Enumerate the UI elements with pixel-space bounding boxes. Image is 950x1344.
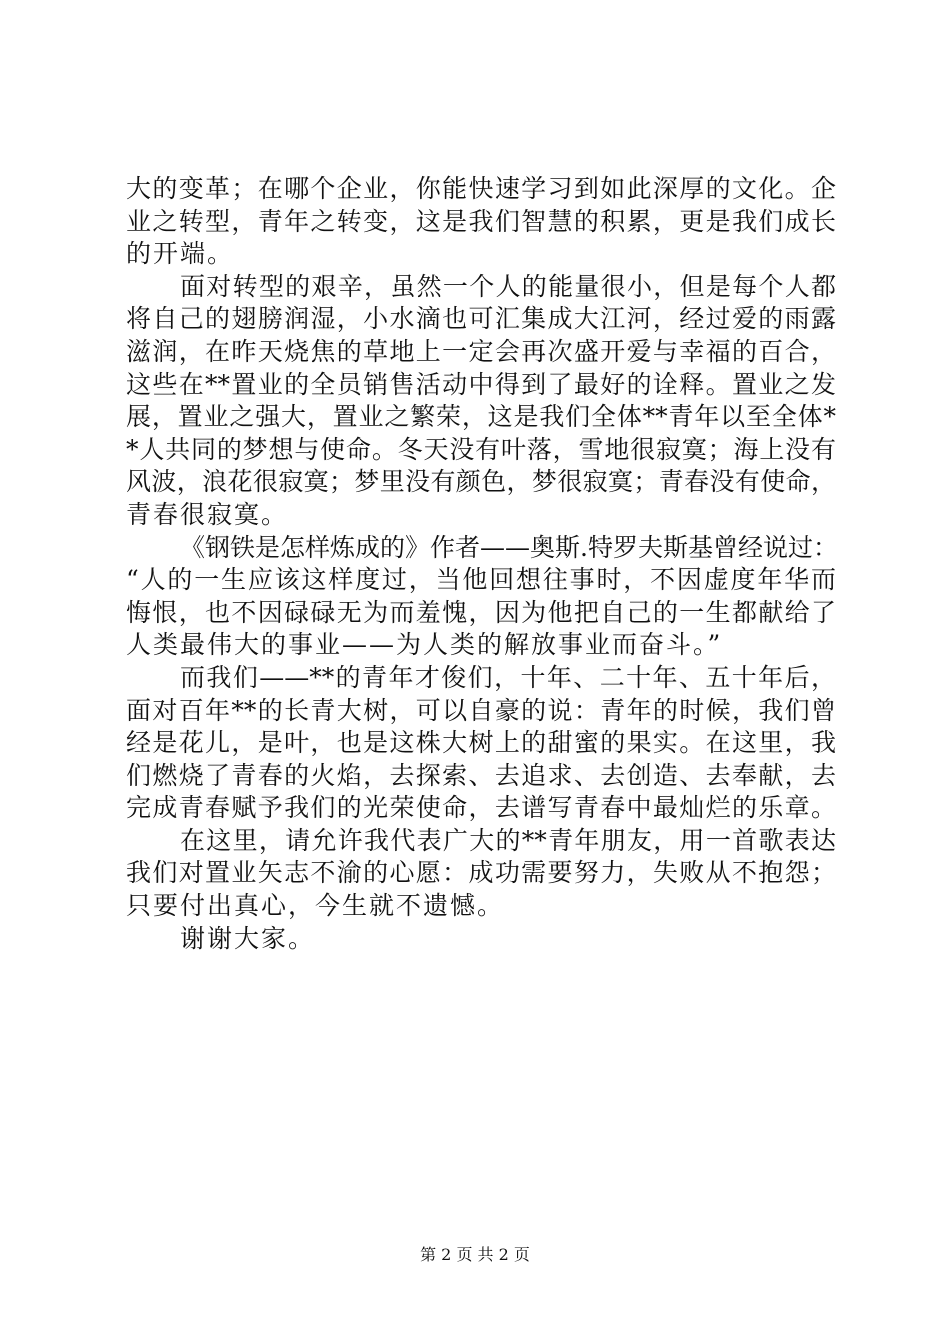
text-line: 我们对置业矢志不渝的心愿：成功需要努力，失败从不抱怨； <box>126 858 836 888</box>
text-line: 人类最伟大的事业——为人类的解放事业而奋斗。” <box>126 630 723 660</box>
text-line: “人的一生应该这样度过，当他回想往事时，不因虚度年华而 <box>126 565 836 595</box>
text-line: 完成青春赋予我们的光荣使命，去谱写青春中最灿烂的乐章。 <box>126 793 836 823</box>
text-line: 青春很寂寞。 <box>126 499 289 529</box>
text-line: 滋润，在昨天烧焦的草地上一定会再次盛开爱与幸福的百合， <box>126 336 836 366</box>
text-line: 经是花儿，是叶，也是这株大树上的甜蜜的果实。在这里，我 <box>126 728 836 758</box>
text-line: 而我们——**的青年才俊们，十年、二十年、五十年后， <box>180 662 836 692</box>
text-line: 面对百年**的长青大树，可以自豪的说：青年的时候，我们曾 <box>126 695 836 725</box>
text-line: 只要付出真心，今生就不遗憾。 <box>126 891 505 921</box>
text-line: 将自己的翅膀润湿，小水滴也可汇集成大江河，经过爱的雨露 <box>126 304 836 334</box>
text-line: 的开端。 <box>126 239 235 269</box>
text-line: 风波，浪花很寂寞；梦里没有颜色，梦很寂寞；青春没有使命， <box>126 467 836 497</box>
text-line: 悔恨，也不因碌碌无为而羞愧，因为他把自己的一生都献给了 <box>126 597 836 627</box>
text-line: 大的变革；在哪个企业，你能快速学习到如此深厚的文化。企 <box>126 174 836 203</box>
text-line: 这些在**置业的全员销售活动中得到了最好的诠释。置业之发 <box>126 369 836 399</box>
text-line: 展，置业之强大，置业之繁荣，这是我们全体**青年以至全体* <box>126 402 836 432</box>
text-line: 谢谢大家。 <box>180 923 316 953</box>
document-body <box>126 173 836 955</box>
text-line: 面对转型的艰辛，虽然一个人的能量很小，但是每个人都 <box>180 271 836 301</box>
text-line: 《钢铁是怎样炼成的》作者——奥斯.特罗夫斯基曾经说过： <box>180 532 838 562</box>
text-line: 在这里，请允许我代表广大的**青年朋友，用一首歌表达 <box>180 825 836 855</box>
page-footer: 第 2 页 共 2 页 <box>420 1245 530 1264</box>
text-line: *人共同的梦想与使命。冬天没有叶落，雪地很寂寞；海上没有 <box>126 434 836 464</box>
text-line: 业之转型，青年之转变，这是我们智慧的积累，更是我们成长 <box>126 206 836 236</box>
text-line: 们燃烧了青春的火焰，去探索、去追求、去创造、去奉献，去 <box>126 760 836 790</box>
